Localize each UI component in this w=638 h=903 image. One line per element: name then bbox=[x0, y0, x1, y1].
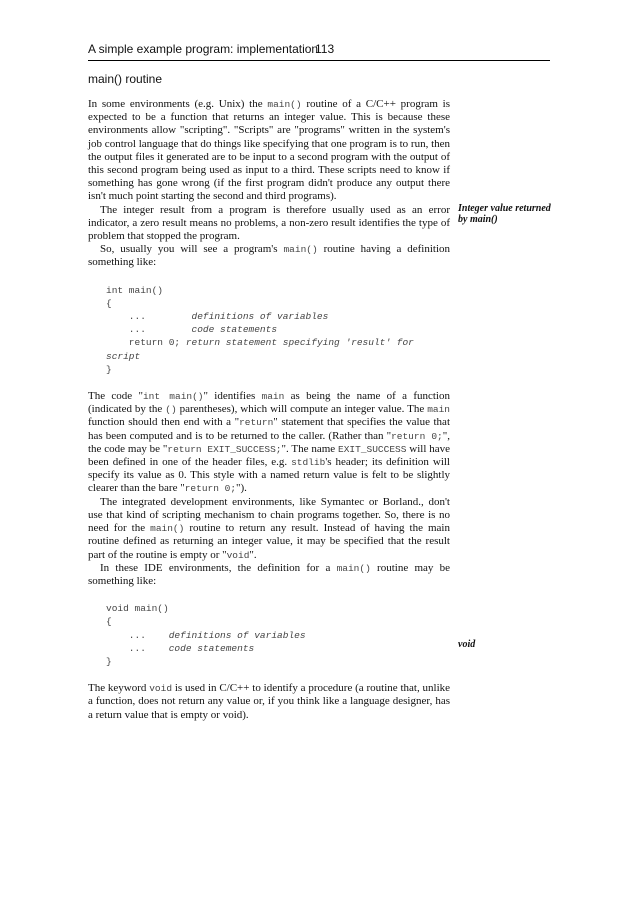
paragraph: In these IDE environments, the definition for a main() routine may be something like: bbox=[88, 561, 450, 587]
code-block: void main() { ... definitions of variables ... code statements } bbox=[106, 603, 306, 667]
paragraph: The integrated development environments, like Symantec or Borland., don't use that kind of scripting mechanism to chain programs together. So, there is no need for the main() routine to return any result. Instead of having the main routine defined as returning an integer value, it may be specified that the result part of the routine is empty or "void". bbox=[88, 495, 450, 561]
margin-note: Integer value returned by main() bbox=[458, 203, 551, 225]
paragraph: In some environments (e.g. Unix) the main() routine of a C/C++ program is expected to be a function that returns an integer value. This is because these environments allow "scripting". "Scripts" are "programs" written in the system's job control language that do things like specifying that one program is to run, then the output files it generated are to be input to a second program with the output of this second program being used as input to a third. These scripts need to know if something has gone wrong (if the first program didn't produce any output there isn't much point starting the second and third programs). bbox=[88, 98, 451, 203]
header-title: A simple example program: implementation bbox=[88, 42, 319, 56]
running-header bbox=[88, 42, 550, 60]
code-block: int main() { ... definitions of variables ... code statements return 0; return statement specifying 'result' for script } bbox=[106, 284, 414, 375]
section-heading: main() routine bbox=[88, 72, 163, 86]
paragraph: So, usually you will see a program's main() routine having a definition something like: bbox=[88, 243, 451, 269]
paragraph: The keyword void is used in C/C++ to identify a procedure (a routine that, unlike a function, does not return any value or, if you think like a language designer, has a return value that is empty or void). bbox=[88, 682, 451, 721]
inline-code: main() bbox=[283, 244, 318, 256]
inline-code: main() bbox=[267, 99, 302, 110]
header-rule bbox=[88, 60, 550, 61]
page-number: 113 bbox=[315, 42, 335, 56]
paragraph: The integer result from a program is therefore usually used as an error indicator, a zero result means no problems, a non-zero result identifies the type of problem that stopped the program. bbox=[88, 203, 450, 243]
body-text bbox=[88, 98, 450, 722]
paragraph: The code "int main()" identifies main as being the name of a function (indicated by the () parentheses), which will compute an integer value. The main function should then end with a "return" statement that specifies the value that has been computed and is to be returned to the caller. (Rather than "return 0;", the code may be "return EXIT_SUCCESS;". The name EXIT_SUCCESS will have been defined in one of the header files, e.g. stdlib's header; its definition will specify its value as 0. This style with a named return value is felt to be slightly clearer than the bare "return 0;"). bbox=[88, 390, 450, 495]
margin-note: void bbox=[458, 639, 476, 650]
